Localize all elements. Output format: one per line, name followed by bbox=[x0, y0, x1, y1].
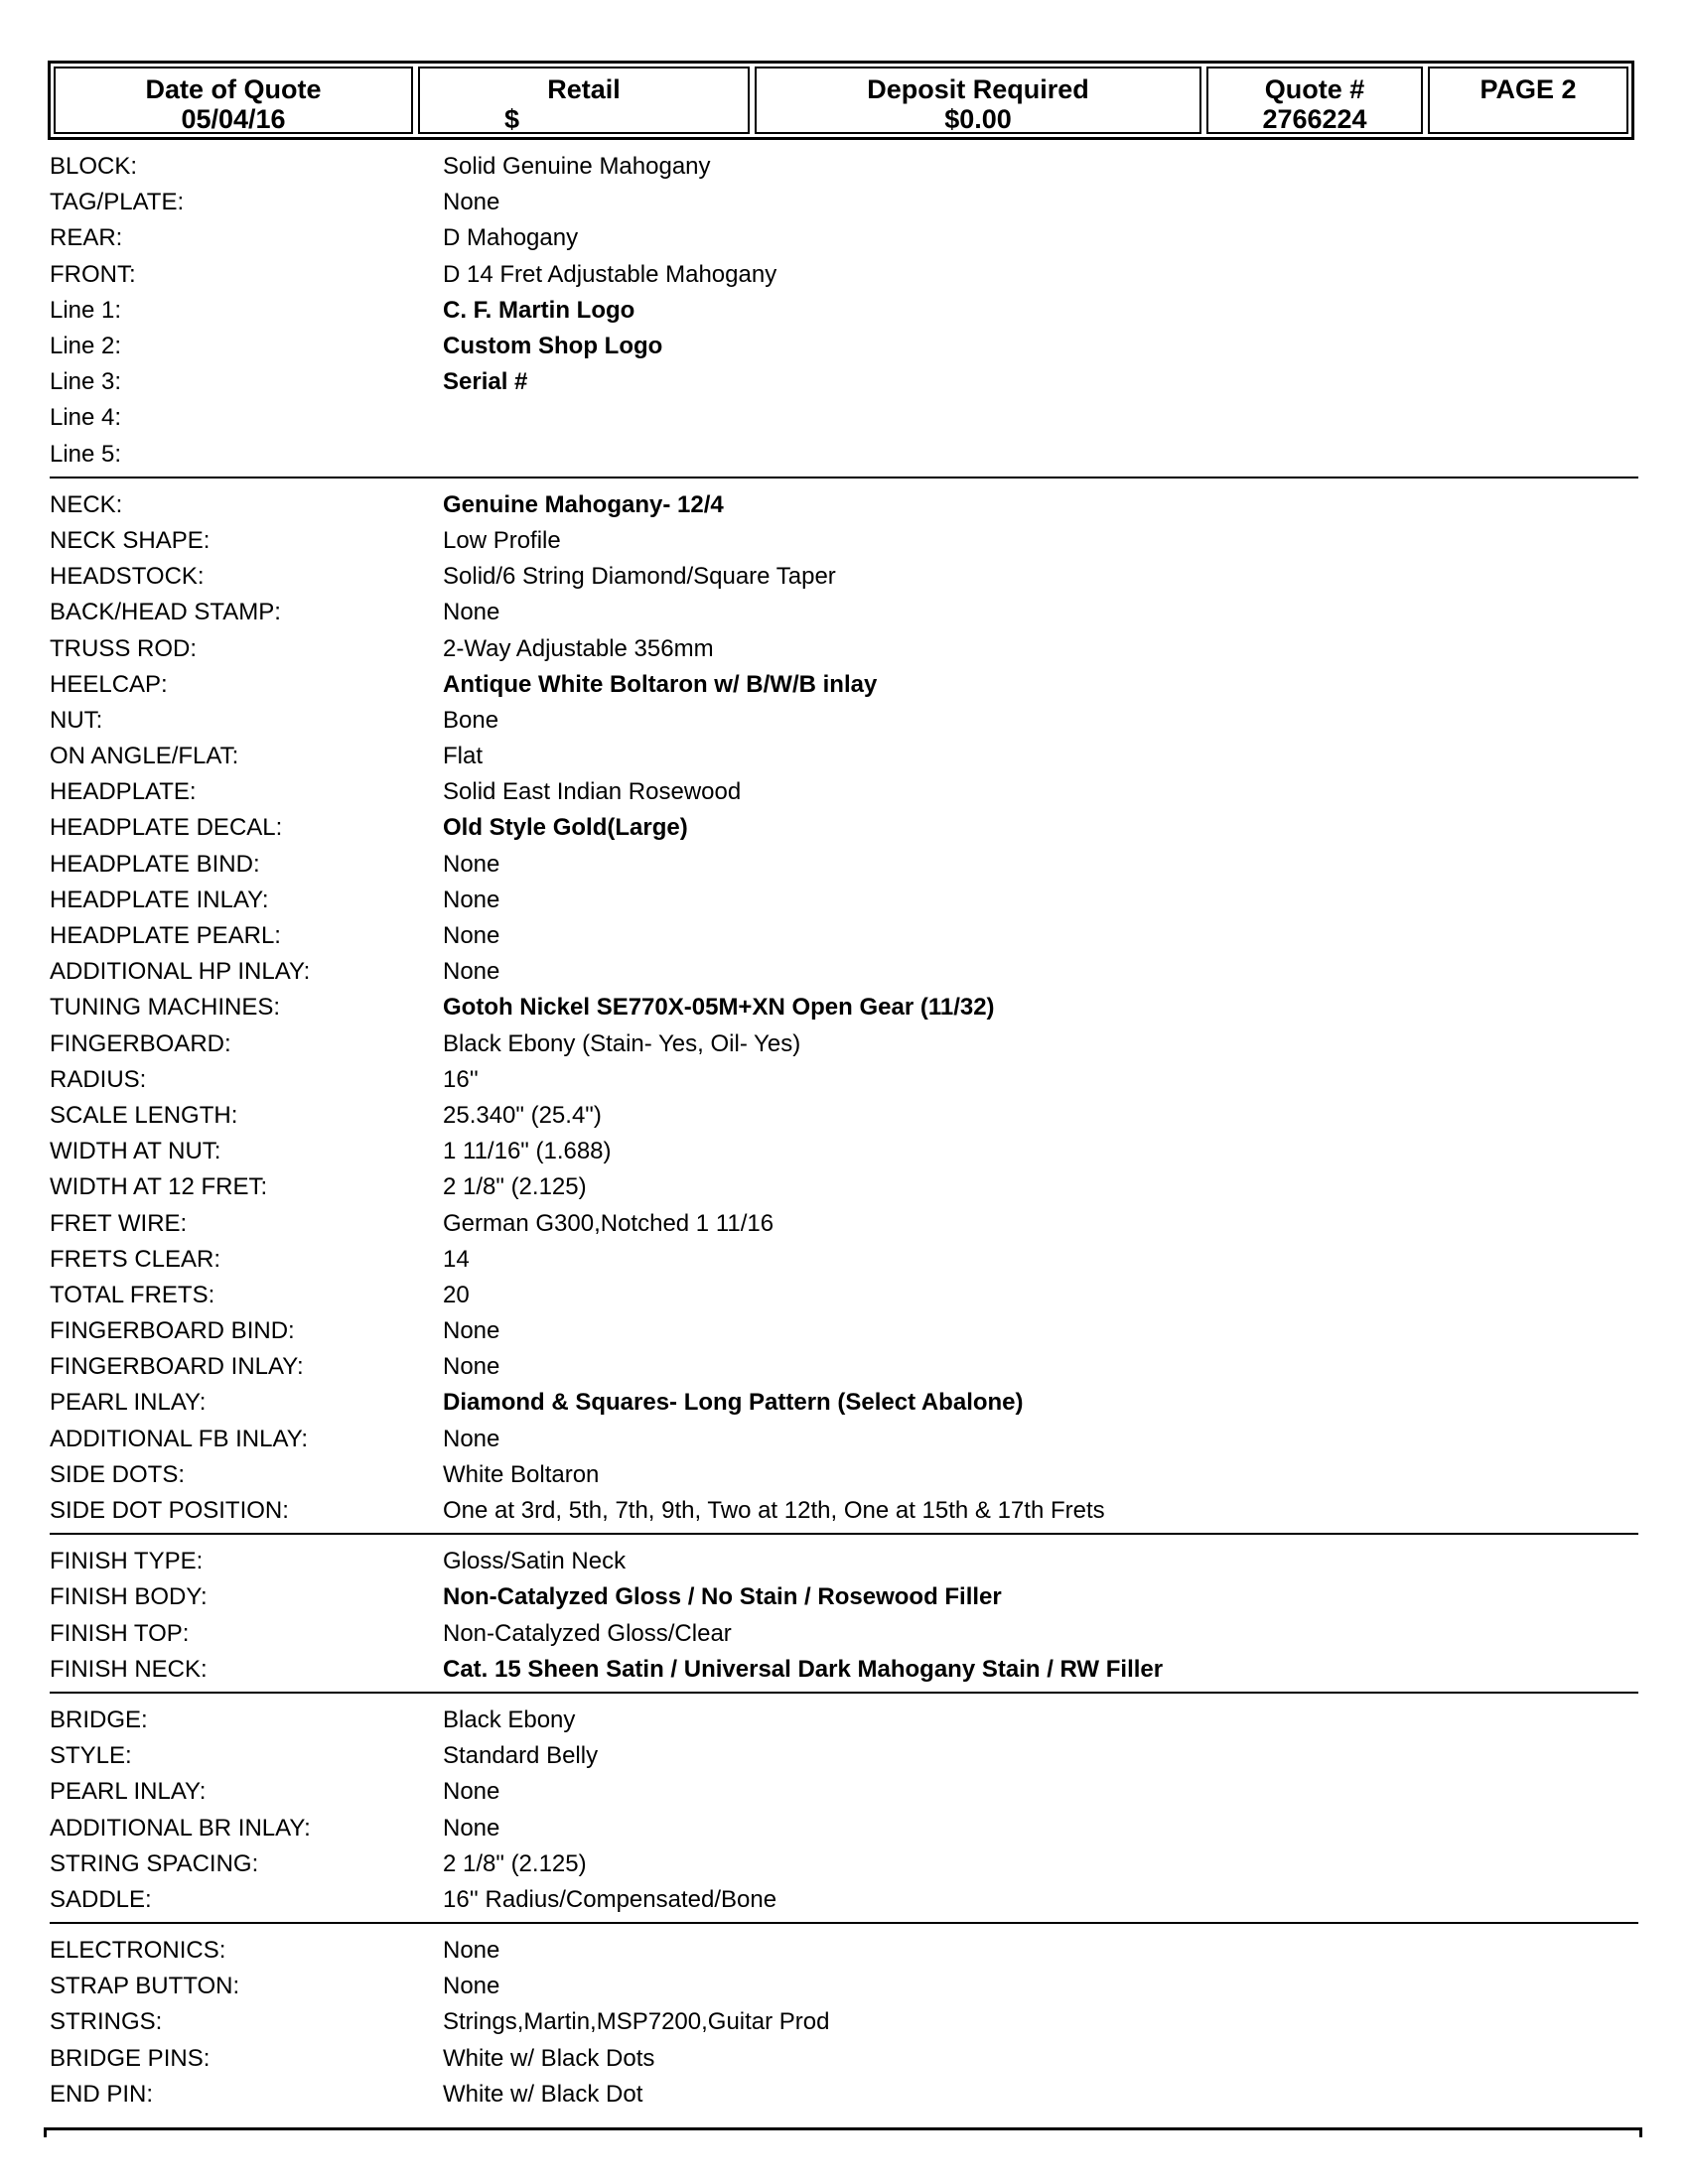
spec-row bbox=[50, 1616, 1638, 1652]
spec-label: HEADPLATE: bbox=[50, 778, 197, 806]
spec-label: Line 2: bbox=[50, 333, 122, 360]
spec-label: FRONT: bbox=[50, 260, 136, 288]
spec-label: Line 1: bbox=[50, 296, 122, 324]
spec-value: Solid/6 String Diamond/Square Taper bbox=[443, 563, 836, 591]
spec-label: Line 3: bbox=[50, 368, 122, 396]
spec-row bbox=[50, 1205, 1638, 1241]
spec-value: 2 1/8" (2.125) bbox=[443, 1849, 587, 1877]
spec-label: HEELCAP: bbox=[50, 670, 168, 698]
deposit-required-label: Deposit Required bbox=[867, 74, 1089, 104]
spec-row bbox=[50, 1579, 1638, 1615]
spec-row bbox=[50, 1134, 1638, 1169]
spec-label: BRIDGE PINS: bbox=[50, 2044, 211, 2072]
spec-row bbox=[50, 847, 1638, 883]
spec-label: PEARL INLAY: bbox=[50, 1389, 207, 1417]
spec-value: Gotoh Nickel SE770X-05M+XN Open Gear (11/32) bbox=[443, 994, 995, 1022]
spec-row bbox=[50, 1062, 1638, 1098]
spec-value: None bbox=[443, 1778, 500, 1806]
spec-row bbox=[50, 739, 1638, 774]
spec-row bbox=[50, 1846, 1638, 1882]
page-number-label: PAGE 2 bbox=[1479, 74, 1577, 104]
spec-value: D Mahogany bbox=[443, 224, 579, 252]
date-of-quote-label: Date of Quote bbox=[145, 74, 322, 104]
spec-label: FINISH TYPE: bbox=[50, 1548, 204, 1575]
spec-row bbox=[50, 1774, 1638, 1810]
spec-label: NECK: bbox=[50, 490, 123, 518]
spec-value: 14 bbox=[443, 1245, 470, 1273]
footer-rule bbox=[44, 2127, 1642, 2130]
spec-row bbox=[50, 487, 1638, 523]
spec-label: SIDE DOT POSITION: bbox=[50, 1497, 289, 1525]
spec-row bbox=[50, 774, 1638, 810]
spec-label: ADDITIONAL FB INLAY: bbox=[50, 1425, 309, 1452]
spec-row bbox=[50, 400, 1638, 436]
spec-section bbox=[50, 1933, 1638, 2116]
spec-row bbox=[50, 1169, 1638, 1205]
spec-label: FRETS CLEAR: bbox=[50, 1245, 221, 1273]
spec-row bbox=[50, 2004, 1638, 2040]
spec-row bbox=[50, 1493, 1638, 1529]
spec-row bbox=[50, 1810, 1638, 1845]
spec-row bbox=[50, 954, 1638, 990]
spec-value: None bbox=[443, 1317, 500, 1345]
spec-value: Low Profile bbox=[443, 526, 561, 554]
spec-row bbox=[50, 1026, 1638, 1062]
spec-row bbox=[50, 185, 1638, 220]
spec-value: 20 bbox=[443, 1281, 470, 1308]
spec-value: C. F. Martin Logo bbox=[443, 296, 635, 324]
spec-row bbox=[50, 1544, 1638, 1579]
spec-label: HEADPLATE INLAY: bbox=[50, 886, 269, 913]
spec-value: Solid East Indian Rosewood bbox=[443, 778, 742, 806]
quote-number-label: Quote # bbox=[1264, 74, 1365, 104]
spec-row bbox=[50, 1313, 1638, 1349]
spec-label: HEADPLATE BIND: bbox=[50, 850, 260, 878]
spec-value: Solid Genuine Mahogany bbox=[443, 153, 711, 181]
spec-label: STRAP BUTTON: bbox=[50, 1973, 240, 2000]
spec-row bbox=[50, 1349, 1638, 1385]
spec-label: SADDLE: bbox=[50, 1885, 152, 1913]
spec-value: Flat bbox=[443, 743, 484, 770]
spec-label: STRING SPACING: bbox=[50, 1849, 259, 1877]
spec-value: 2 1/8" (2.125) bbox=[443, 1173, 587, 1201]
spec-value: 16'' bbox=[443, 1065, 479, 1093]
spec-row bbox=[50, 630, 1638, 666]
spec-row bbox=[50, 1652, 1638, 1688]
spec-row bbox=[50, 437, 1638, 473]
spec-value: Cat. 15 Sheen Satin / Universal Dark Mahogany Stain / RW Filler bbox=[443, 1655, 1164, 1683]
spec-label: FINGERBOARD: bbox=[50, 1029, 231, 1057]
spec-label: Line 4: bbox=[50, 404, 122, 432]
deposit-required-cell bbox=[755, 67, 1201, 134]
spec-label: REAR: bbox=[50, 224, 123, 252]
quote-header bbox=[48, 61, 1634, 140]
spec-label: HEADPLATE PEARL: bbox=[50, 922, 281, 950]
spec-value: None bbox=[443, 850, 500, 878]
spec-label: BRIDGE: bbox=[50, 1706, 148, 1733]
spec-value: Genuine Mahogany- 12/4 bbox=[443, 490, 724, 518]
spec-label: NUT: bbox=[50, 706, 103, 734]
spec-row bbox=[50, 559, 1638, 595]
spec-row bbox=[50, 1738, 1638, 1774]
spec-value: Bone bbox=[443, 706, 499, 734]
spec-value: Old Style Gold(Large) bbox=[443, 814, 688, 842]
spec-label: TRUSS ROD: bbox=[50, 634, 198, 662]
spec-value: Standard Belly bbox=[443, 1742, 599, 1770]
spec-value: Strings,Martin,MSP7200,Guitar Prod bbox=[443, 2008, 830, 2036]
spec-row bbox=[50, 2077, 1638, 2113]
spec-label: PEARL INLAY: bbox=[50, 1778, 207, 1806]
spec-section bbox=[50, 1544, 1638, 1694]
quote-number-cell bbox=[1206, 67, 1423, 134]
spec-value: Custom Shop Logo bbox=[443, 333, 663, 360]
spec-label: FINGERBOARD BIND: bbox=[50, 1317, 295, 1345]
spec-value: Diamond & Squares- Long Pattern (Select Abalone) bbox=[443, 1389, 1024, 1417]
spec-row bbox=[50, 1242, 1638, 1278]
spec-label: WIDTH AT NUT: bbox=[50, 1138, 221, 1165]
spec-value: White w/ Black Dots bbox=[443, 2044, 655, 2072]
spec-value: German G300,Notched 1 11/16 bbox=[443, 1209, 774, 1237]
spec-value: None bbox=[443, 922, 500, 950]
spec-row bbox=[50, 918, 1638, 954]
spec-row bbox=[50, 1278, 1638, 1313]
spec-value: One at 3rd, 5th, 7th, 9th, Two at 12th, One at 15th & 17th Frets bbox=[443, 1497, 1105, 1525]
spec-label: BLOCK: bbox=[50, 153, 138, 181]
spec-label: STRINGS: bbox=[50, 2008, 163, 2036]
spec-value: 25.340" (25.4") bbox=[443, 1101, 602, 1129]
spec-label: RADIUS: bbox=[50, 1065, 147, 1093]
spec-label: STYLE: bbox=[50, 1742, 132, 1770]
spec-row bbox=[50, 703, 1638, 739]
retail-label: Retail bbox=[547, 74, 621, 104]
spec-label: ADDITIONAL HP INLAY: bbox=[50, 958, 311, 986]
spec-value: Serial # bbox=[443, 368, 528, 396]
spec-value: None bbox=[443, 1814, 500, 1842]
spec-value: Black Ebony (Stain- Yes, Oil- Yes) bbox=[443, 1029, 801, 1057]
spec-row bbox=[50, 883, 1638, 918]
spec-list bbox=[50, 149, 1638, 2125]
spec-value: None bbox=[443, 958, 500, 986]
spec-row bbox=[50, 364, 1638, 400]
spec-value: 16'' Radius/Compensated/Bone bbox=[443, 1885, 777, 1913]
spec-value: 2-Way Adjustable 356mm bbox=[443, 634, 714, 662]
spec-label: SIDE DOTS: bbox=[50, 1460, 186, 1488]
spec-value: None bbox=[443, 1425, 500, 1452]
spec-row bbox=[50, 810, 1638, 846]
retail-value: $ bbox=[504, 104, 520, 134]
spec-value: None bbox=[443, 189, 500, 216]
spec-label: FRET WIRE: bbox=[50, 1209, 188, 1237]
spec-value: None bbox=[443, 1973, 500, 2000]
spec-value: 1 11/16" (1.688) bbox=[443, 1138, 612, 1165]
spec-row bbox=[50, 523, 1638, 559]
spec-label: TOTAL FRETS: bbox=[50, 1281, 215, 1308]
spec-row bbox=[50, 329, 1638, 364]
spec-value: None bbox=[443, 1353, 500, 1381]
spec-label: ON ANGLE/FLAT: bbox=[50, 743, 239, 770]
spec-row bbox=[50, 1098, 1638, 1134]
spec-label: FINISH NECK: bbox=[50, 1655, 208, 1683]
spec-label: Line 5: bbox=[50, 440, 122, 468]
quote-number-value: 2766224 bbox=[1262, 104, 1367, 134]
spec-row bbox=[50, 990, 1638, 1025]
spec-row bbox=[50, 257, 1638, 293]
spec-row bbox=[50, 1933, 1638, 1969]
spec-value: D 14 Fret Adjustable Mahogany bbox=[443, 260, 777, 288]
spec-label: NECK SHAPE: bbox=[50, 526, 211, 554]
spec-label: ELECTRONICS: bbox=[50, 1937, 226, 1965]
spec-label: TUNING MACHINES: bbox=[50, 994, 281, 1022]
spec-label: WIDTH AT 12 FRET: bbox=[50, 1173, 268, 1201]
spec-row bbox=[50, 1457, 1638, 1493]
spec-label: ADDITIONAL BR INLAY: bbox=[50, 1814, 311, 1842]
spec-row bbox=[50, 149, 1638, 185]
spec-value: Gloss/Satin Neck bbox=[443, 1548, 627, 1575]
spec-row bbox=[50, 595, 1638, 630]
deposit-required-value: $0.00 bbox=[944, 104, 1012, 134]
spec-label: TAG/PLATE: bbox=[50, 189, 185, 216]
spec-label: FINISH BODY: bbox=[50, 1583, 208, 1611]
spec-label: FINISH TOP: bbox=[50, 1619, 190, 1647]
spec-section bbox=[50, 149, 1638, 478]
spec-row bbox=[50, 2041, 1638, 2077]
spec-row bbox=[50, 1969, 1638, 2004]
spec-value: White w/ Black Dot bbox=[443, 2080, 643, 2108]
spec-section bbox=[50, 1703, 1638, 1924]
spec-label: HEADPLATE DECAL: bbox=[50, 814, 283, 842]
spec-value: None bbox=[443, 1937, 500, 1965]
spec-value: None bbox=[443, 599, 500, 626]
date-of-quote-cell bbox=[54, 67, 413, 134]
spec-value: Non-Catalyzed Gloss/Clear bbox=[443, 1619, 732, 1647]
spec-value: White Boltaron bbox=[443, 1460, 600, 1488]
date-of-quote-value: 05/04/16 bbox=[181, 104, 286, 134]
spec-label: END PIN: bbox=[50, 2080, 154, 2108]
spec-row bbox=[50, 1882, 1638, 1918]
spec-label: FINGERBOARD INLAY: bbox=[50, 1353, 304, 1381]
spec-row bbox=[50, 293, 1638, 329]
retail-cell bbox=[418, 67, 750, 134]
spec-value: Non-Catalyzed Gloss / No Stain / Rosewood Filler bbox=[443, 1583, 1002, 1611]
spec-section bbox=[50, 487, 1638, 1535]
spec-row bbox=[50, 1422, 1638, 1457]
spec-row bbox=[50, 1385, 1638, 1421]
spec-row bbox=[50, 667, 1638, 703]
spec-label: BACK/HEAD STAMP: bbox=[50, 599, 281, 626]
spec-label: SCALE LENGTH: bbox=[50, 1101, 238, 1129]
page-number-cell bbox=[1428, 67, 1628, 134]
spec-row bbox=[50, 220, 1638, 256]
spec-value: None bbox=[443, 886, 500, 913]
spec-row bbox=[50, 1703, 1638, 1738]
spec-value: Antique White Boltaron w/ B/W/B inlay bbox=[443, 670, 878, 698]
spec-label: HEADSTOCK: bbox=[50, 563, 205, 591]
spec-value: Black Ebony bbox=[443, 1706, 576, 1733]
